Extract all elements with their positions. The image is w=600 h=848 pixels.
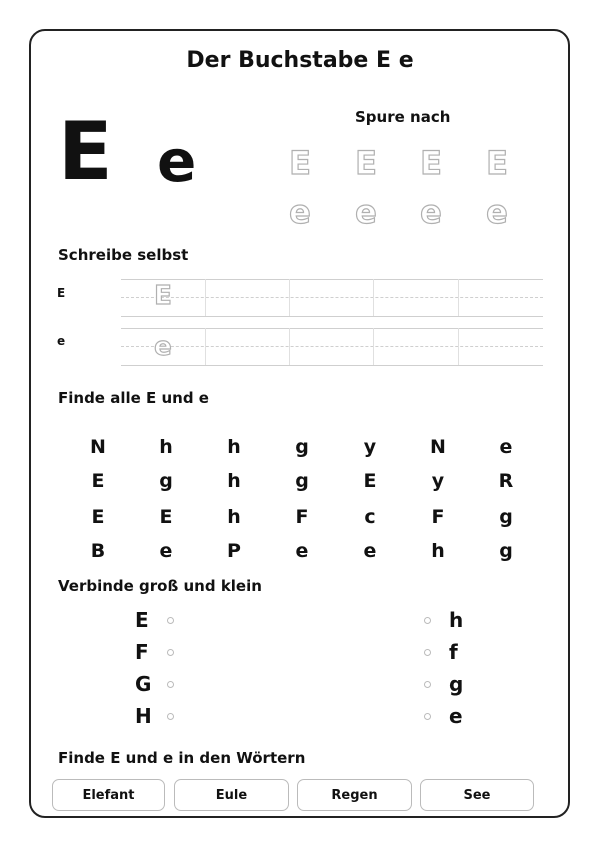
grid-letter[interactable]: g	[295, 436, 309, 458]
grid-letter[interactable]: g	[499, 506, 513, 528]
match-right-dot[interactable]	[424, 713, 431, 720]
grid-letter[interactable]: e	[295, 540, 309, 562]
grid-letter[interactable]: E	[91, 506, 105, 528]
grid-letter[interactable]: h	[227, 506, 241, 528]
grid-letter[interactable]: P	[227, 540, 241, 562]
write-section-label: Schreibe selbst	[58, 246, 189, 264]
word-button-eule[interactable]: Eule	[174, 779, 289, 811]
match-left-letter: E	[135, 608, 149, 632]
match-right-letter: f	[449, 640, 458, 664]
match-left-dot[interactable]	[167, 681, 174, 688]
grid-letter[interactable]: F	[295, 506, 309, 528]
trace-lower-letter[interactable]: e	[486, 193, 508, 231]
write-row-label: e	[57, 334, 66, 348]
page-title: Der Buchstabe E e	[186, 48, 414, 73]
trace-upper-letter[interactable]: E	[420, 144, 442, 182]
match-right-dot[interactable]	[424, 649, 431, 656]
write-row-label: E	[57, 286, 66, 300]
match-left-letter: G	[135, 672, 152, 696]
match-right-letter: e	[449, 704, 463, 728]
writing-area-lower[interactable]	[121, 328, 543, 365]
trace-lower-letter[interactable]: e	[289, 193, 311, 231]
grid-letter[interactable]: y	[363, 436, 377, 458]
write-example-letter: E	[154, 281, 172, 311]
grid-letter[interactable]: h	[431, 540, 445, 562]
grid-letter[interactable]: y	[431, 470, 445, 492]
trace-upper-letter[interactable]: E	[486, 144, 508, 182]
grid-letter[interactable]: g	[499, 540, 513, 562]
big-lowercase-letter: e	[157, 127, 197, 195]
writing-line-base	[121, 365, 543, 366]
match-left-dot[interactable]	[167, 617, 174, 624]
grid-letter[interactable]: g	[295, 470, 309, 492]
match-right-letter: g	[449, 672, 464, 696]
grid-letter[interactable]: c	[364, 506, 376, 528]
grid-letter[interactable]: h	[227, 436, 241, 458]
trace-upper-letter[interactable]: E	[355, 144, 377, 182]
grid-letter[interactable]: N	[430, 436, 446, 458]
match-right-dot[interactable]	[424, 681, 431, 688]
match-left-dot[interactable]	[167, 649, 174, 656]
grid-letter[interactable]: E	[91, 470, 105, 492]
trace-upper-letter[interactable]: E	[289, 144, 311, 182]
grid-letter[interactable]: E	[363, 470, 377, 492]
word-button-elefant[interactable]: Elefant	[52, 779, 165, 811]
match-right-dot[interactable]	[424, 617, 431, 624]
grid-letter[interactable]: F	[431, 506, 445, 528]
grid-letter[interactable]: R	[498, 470, 514, 492]
words-section-label: Finde E und e in den Wörtern	[58, 749, 306, 767]
writing-line-base	[121, 316, 543, 317]
match-section-label: Verbinde groß und klein	[58, 577, 262, 595]
word-button-regen[interactable]: Regen	[297, 779, 412, 811]
grid-letter[interactable]: e	[159, 540, 173, 562]
grid-letter[interactable]: h	[227, 470, 241, 492]
find-section-label: Finde alle E und e	[58, 389, 209, 407]
big-uppercase-letter: E	[58, 105, 113, 198]
grid-letter[interactable]: e	[499, 436, 513, 458]
write-example-letter: e	[154, 332, 172, 362]
word-button-see[interactable]: See	[420, 779, 534, 811]
match-left-letter: F	[135, 640, 149, 664]
grid-letter[interactable]: E	[159, 506, 173, 528]
match-left-dot[interactable]	[167, 713, 174, 720]
trace-section-label: Spure nach	[355, 108, 451, 126]
match-right-letter: h	[449, 608, 464, 632]
grid-letter[interactable]: h	[159, 436, 173, 458]
grid-letter[interactable]: g	[159, 470, 173, 492]
trace-lower-letter[interactable]: e	[420, 193, 442, 231]
grid-letter[interactable]: N	[90, 436, 106, 458]
writing-area-upper[interactable]	[121, 279, 543, 316]
grid-letter[interactable]: B	[90, 540, 106, 562]
match-left-letter: H	[135, 704, 152, 728]
trace-lower-letter[interactable]: e	[355, 193, 377, 231]
grid-letter[interactable]: e	[363, 540, 377, 562]
